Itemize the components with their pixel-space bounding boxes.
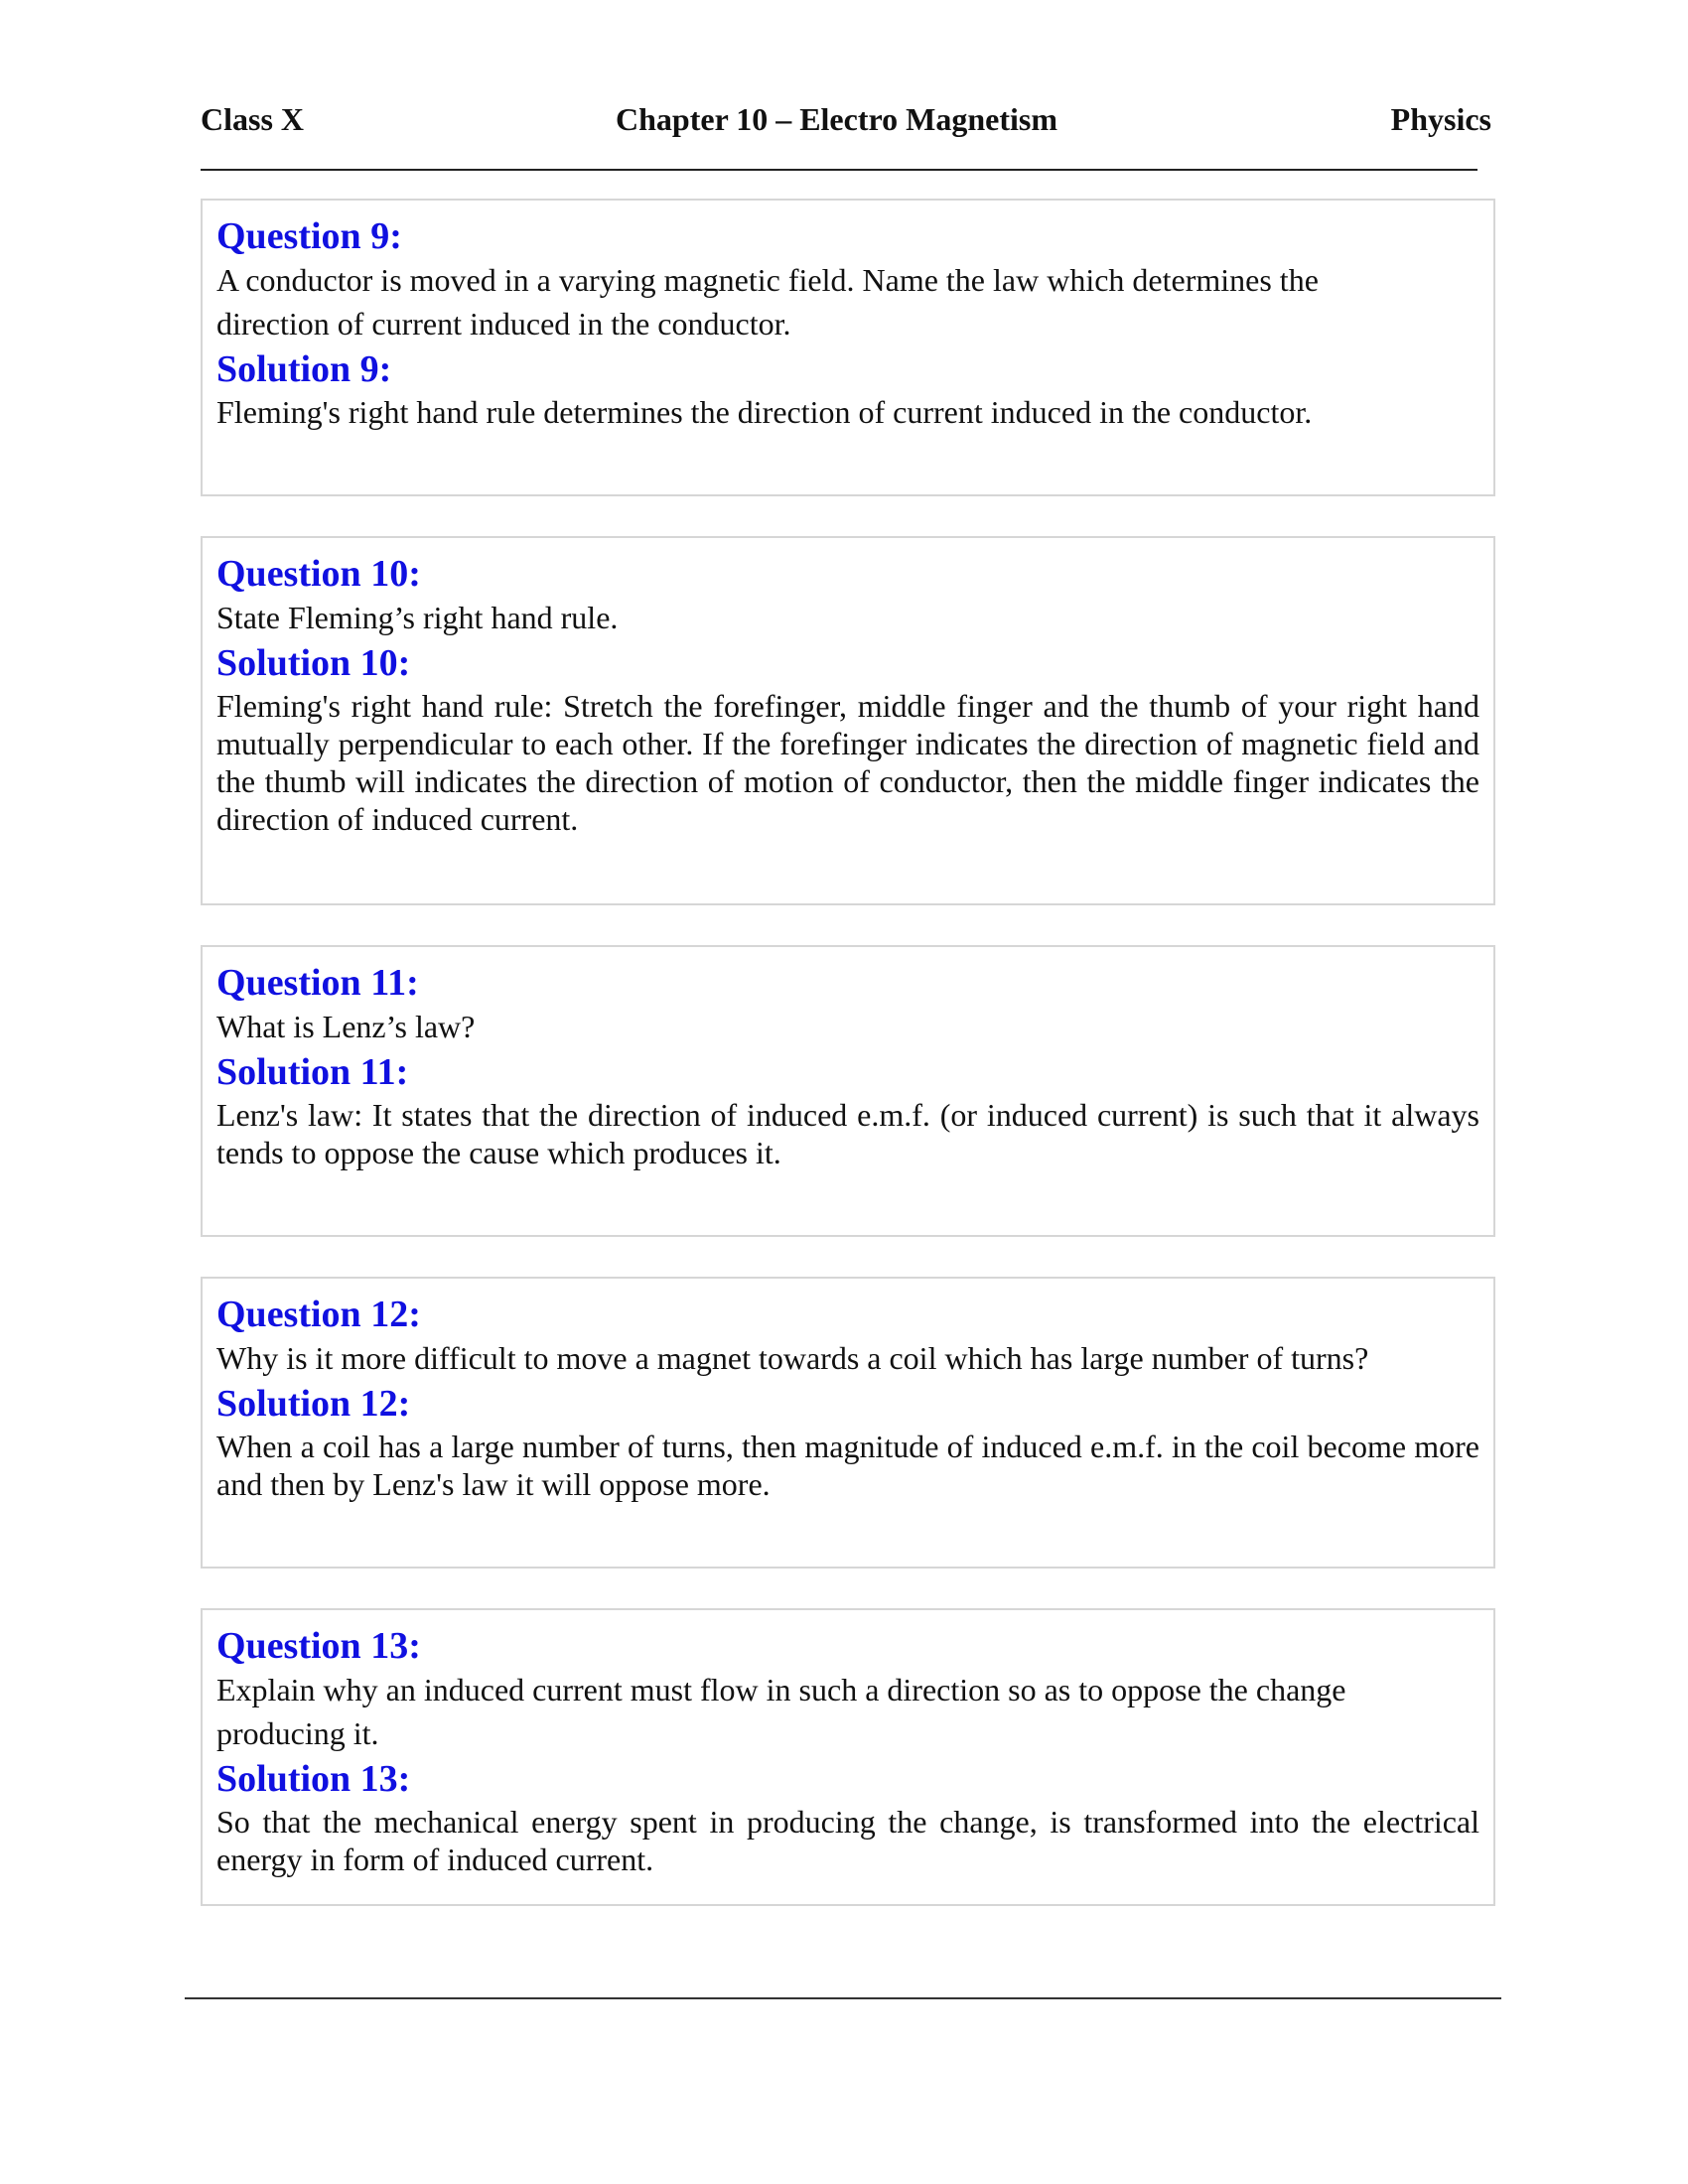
solution-text: Fleming's right hand rule: Stretch the forefinger, middle finger and the thumb of your right hand mutually perpendicular to each other. If the forefinger indicates the direction of magnetic field and the thumb will indicates the direction of motion of conductor, then the middle finger indicates the direction of induced current.: [216, 688, 1479, 837]
qa-box-question-13: [201, 1608, 1495, 1906]
footer-divider: [185, 1997, 1501, 1999]
solution-title: Solution 12:: [216, 1383, 411, 1425]
qa-box-question-11: [201, 945, 1495, 1237]
solution-title: Solution 10:: [216, 642, 411, 684]
header-class: Class X: [201, 101, 305, 137]
header-chapter-title: Chapter 10 – Electro Magnetism: [616, 101, 1057, 137]
solution-text: When a coil has a large number of turns, then magnitude of induced e.m.f. in the coil become more and then by Lenz's law it will oppose more.: [216, 1429, 1479, 1502]
solution-title: Solution 13:: [216, 1758, 411, 1800]
question-title: Question 11:: [216, 962, 419, 1004]
solution-text: Lenz's law: It states that the direction of induced e.m.f. (or induced current) is such that it always tends to oppose the cause which produces it.: [216, 1097, 1479, 1170]
solution-text: So that the mechanical energy spent in producing the change, is transformed into the electrical energy in form of induced current.: [216, 1804, 1479, 1877]
qa-box-question-9: [201, 199, 1495, 496]
header-divider: [201, 169, 1477, 171]
qa-box-question-12: [201, 1277, 1495, 1569]
question-text: Why is it more difficult to move a magnet towards a coil which has large number of turns?: [216, 1340, 1369, 1376]
header-subject: Physics: [1390, 101, 1491, 137]
question-text: What is Lenz’s law?: [216, 1009, 476, 1044]
solution-title: Solution 11:: [216, 1051, 409, 1093]
page-header: [201, 95, 1491, 143]
qa-box-question-10: [201, 536, 1495, 905]
question-title: Question 13:: [216, 1625, 421, 1667]
question-text: Explain why an induced current must flow in such a direction so as to oppose the change producing it.: [216, 1672, 1346, 1751]
solution-title: Solution 9:: [216, 348, 392, 390]
solution-text: Fleming's right hand rule determines the direction of current induced in the conductor.: [216, 394, 1313, 430]
question-title: Question 12:: [216, 1294, 421, 1335]
question-title: Question 10:: [216, 553, 421, 595]
question-title: Question 9:: [216, 215, 402, 257]
question-text: State Fleming’s right hand rule.: [216, 600, 619, 635]
question-text: A conductor is moved in a varying magnetic field. Name the law which determines the direction of current induced in the conductor.: [216, 262, 1319, 341]
